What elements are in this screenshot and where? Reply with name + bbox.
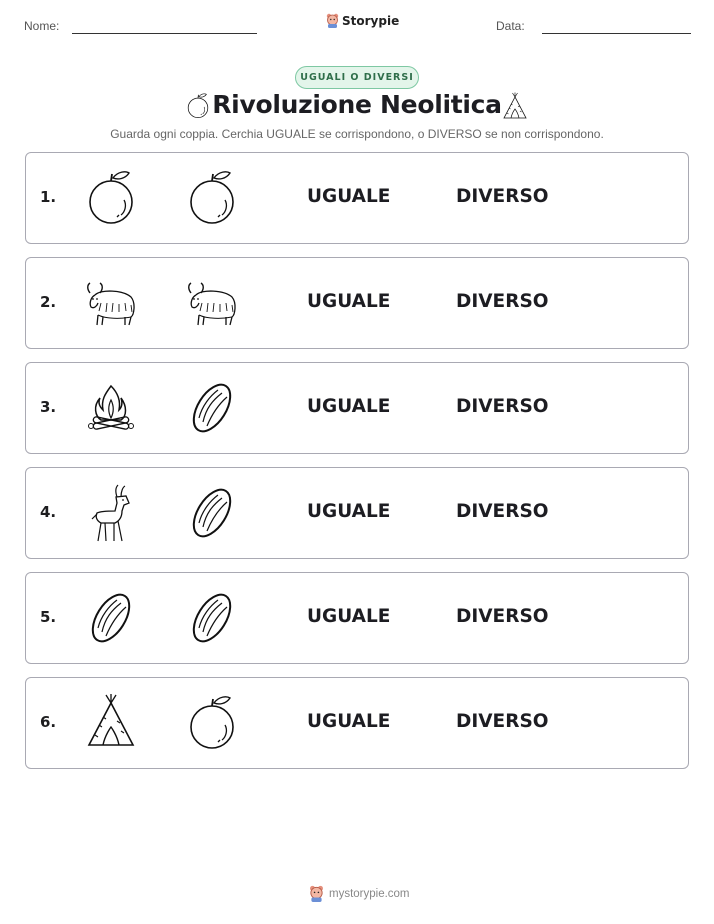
date-field-line[interactable]: [542, 33, 691, 34]
almond-seed-icon: [182, 588, 242, 648]
apple-icon: [182, 168, 242, 228]
exercise-row: [25, 257, 689, 349]
different-option[interactable]: DIVERSO: [456, 291, 549, 312]
almond-seed-icon: [182, 378, 242, 438]
different-option[interactable]: DIVERSO: [456, 711, 549, 732]
row-number: 4.: [40, 503, 57, 521]
date-label: Data:: [496, 19, 525, 33]
different-option[interactable]: DIVERSO: [456, 606, 549, 627]
brand-logo: [326, 13, 399, 28]
apple-icon: [81, 168, 141, 228]
different-option[interactable]: DIVERSO: [456, 501, 549, 522]
yak-icon: [182, 273, 242, 333]
exercise-row: [25, 572, 689, 664]
yak-icon: [182, 273, 242, 333]
instructions: Guarda ogni coppia. Cerchia UGUALE se corrispondono, o DIVERSO se non corrispondono.: [110, 127, 604, 141]
page-title: Rivoluzione Neolitica: [212, 90, 502, 119]
exercise-row: [25, 467, 689, 559]
same-option[interactable]: UGUALE: [307, 291, 391, 312]
name-field-line[interactable]: [72, 33, 257, 34]
different-option[interactable]: DIVERSO: [456, 396, 549, 417]
yak-icon: [81, 273, 141, 333]
footer: [309, 885, 410, 902]
row-number: 5.: [40, 608, 57, 626]
campfire-icon: [81, 378, 141, 438]
same-option[interactable]: UGUALE: [307, 711, 391, 732]
same-option[interactable]: UGUALE: [307, 606, 391, 627]
name-label: Nome:: [24, 19, 60, 33]
apple-icon: [182, 693, 242, 753]
almond-seed-icon: [182, 483, 242, 543]
apple-icon: [182, 168, 242, 228]
almond-seed-icon: [182, 588, 242, 648]
different-option[interactable]: DIVERSO: [456, 186, 549, 207]
row-number: 2.: [40, 293, 57, 311]
storypie-bear-icon: [326, 13, 339, 28]
teepee-icon: [500, 92, 530, 122]
same-option[interactable]: UGUALE: [307, 186, 391, 207]
gazelle-icon: [81, 483, 141, 543]
almond-seed-icon: [182, 483, 242, 543]
brand-name: Storypie: [342, 13, 400, 28]
teepee-icon: [81, 693, 141, 753]
same-option[interactable]: UGUALE: [307, 501, 391, 522]
yak-icon: [81, 273, 141, 333]
row-number: 1.: [40, 188, 57, 206]
activity-badge: UGUALI O DIVERSI: [295, 66, 419, 89]
almond-seed-icon: [81, 588, 141, 648]
footer-site: mystorypie.com: [329, 887, 410, 900]
teepee-icon: [81, 693, 141, 753]
row-number: 6.: [40, 713, 57, 731]
gazelle-icon: [81, 483, 141, 543]
storypie-bear-icon: [309, 885, 324, 902]
almond-seed-icon: [81, 588, 141, 648]
campfire-icon: [81, 378, 141, 438]
title-teepee-icon: [500, 92, 530, 122]
apple-icon: [182, 693, 242, 753]
almond-seed-icon: [182, 378, 242, 438]
exercise-row: [25, 362, 689, 454]
exercise-row: [25, 152, 689, 244]
apple-icon: [81, 168, 141, 228]
same-option[interactable]: UGUALE: [307, 396, 391, 417]
row-number: 3.: [40, 398, 57, 416]
exercise-row: [25, 677, 689, 769]
